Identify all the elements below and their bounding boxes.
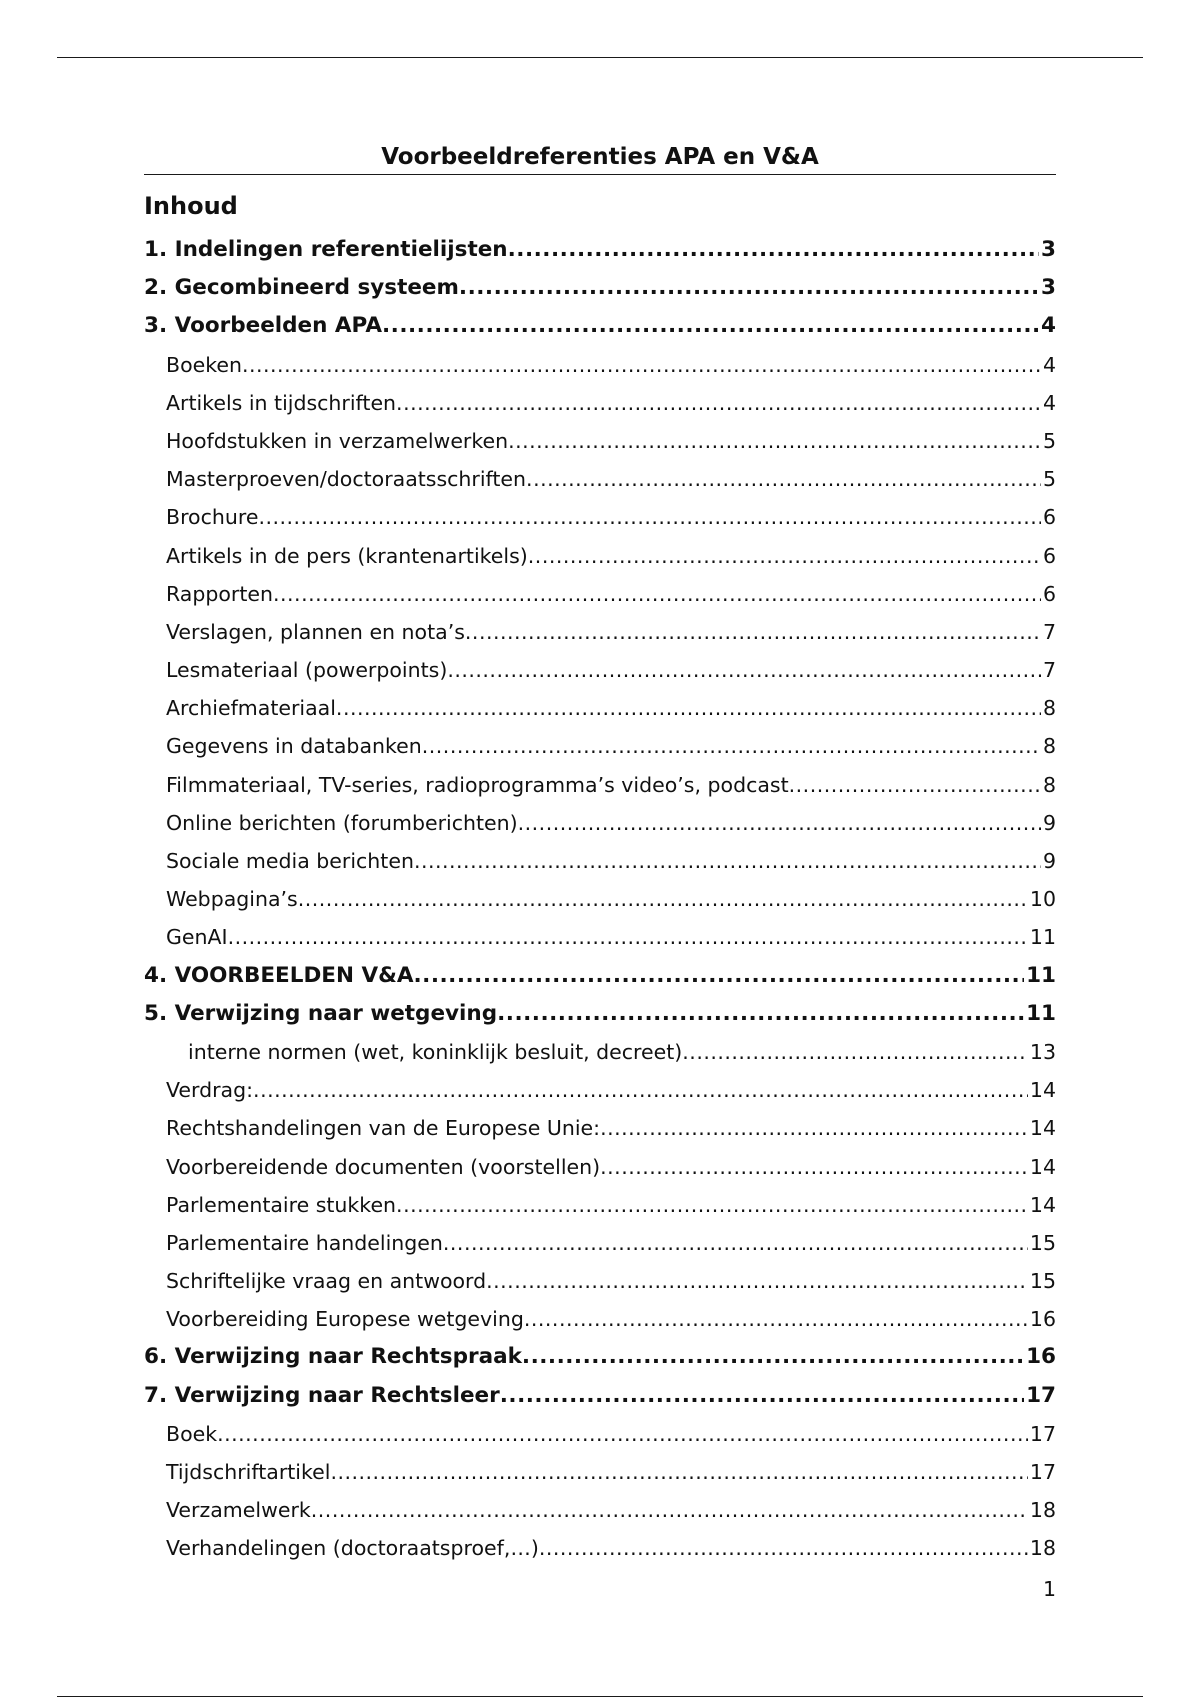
- toc-leader-dots: [330, 1453, 1027, 1491]
- toc-entry-page: 9: [1042, 810, 1056, 835]
- toc-entry-page: 17: [1026, 1382, 1056, 1408]
- toc-entry-page: 11: [1026, 962, 1056, 988]
- toc-entry-label: Parlementaire stukken: [166, 1192, 397, 1217]
- toc-entry[interactable]: [144, 1338, 1056, 1376]
- toc-leader-dots: [273, 575, 1041, 613]
- toc-entry-label: Schriftelijke vraag en antwoord: [166, 1269, 487, 1294]
- toc-entry[interactable]: [144, 537, 1056, 575]
- toc-entry-label: Lesmateriaal (powerpoints): [166, 658, 448, 683]
- toc-entry[interactable]: [144, 689, 1056, 727]
- toc-entry[interactable]: [144, 1453, 1056, 1491]
- toc-entry[interactable]: [144, 918, 1056, 956]
- toc-entry[interactable]: [144, 1071, 1056, 1109]
- toc-entry-label: Webpagina’s: [166, 887, 298, 912]
- toc-entry[interactable]: [144, 651, 1056, 689]
- toc-leader-dots: [524, 1300, 1028, 1338]
- toc-leader-dots: [443, 1224, 1028, 1262]
- toc-entry-label: GenAI: [166, 925, 228, 950]
- toc-entry-page: 14: [1029, 1078, 1056, 1103]
- toc-entry-page: 11: [1026, 1000, 1056, 1026]
- toc-entry-label: 7. Verwijzing naar Rechtsleer: [144, 1382, 500, 1408]
- toc-entry-label: interne normen (wet, koninklijk besluit, decreet): [188, 1039, 683, 1064]
- toc-entry-label: Gegevens in databanken: [166, 734, 422, 759]
- toc-leader-dots: [528, 537, 1041, 575]
- toc-leader-dots: [459, 269, 1039, 307]
- toc-entry[interactable]: [144, 1109, 1056, 1147]
- toc-entry-page: 6: [1042, 581, 1056, 606]
- toc-entry-page: 8: [1042, 734, 1056, 759]
- toc-entry-page: 15: [1029, 1230, 1056, 1255]
- toc-leader-dots: [600, 1148, 1028, 1186]
- toc-entry-label: Verzamelwerk: [166, 1498, 311, 1523]
- toc-entry[interactable]: [144, 1377, 1056, 1415]
- toc-entry[interactable]: [144, 384, 1056, 422]
- toc-entry-label: 1. Indelingen referentielijsten: [144, 237, 508, 262]
- toc-leader-dots: [414, 842, 1041, 880]
- toc-entry[interactable]: [144, 880, 1056, 918]
- toc-entry-label: 6. Verwijzing naar Rechtspraak: [144, 1344, 522, 1370]
- page-number: 1: [1042, 1577, 1056, 1601]
- toc-entry-label: Voorbereidende documenten (voorstellen): [166, 1154, 601, 1179]
- toc-leader-dots: [486, 1262, 1028, 1300]
- toc-entry-label: Artikels in de pers (krantenartikels): [166, 543, 528, 568]
- toc-entry-label: 2. Gecombineerd systeem: [144, 275, 459, 301]
- toc-entry[interactable]: [144, 1148, 1056, 1186]
- toc-entry[interactable]: [144, 766, 1056, 804]
- toc-entry-page: 4: [1042, 390, 1056, 415]
- toc-entry-page: 5: [1042, 467, 1056, 492]
- toc-entry-page: 4: [1041, 313, 1056, 339]
- toc-entry-page: 10: [1029, 887, 1056, 912]
- toc-entry[interactable]: [144, 575, 1056, 613]
- toc-entry[interactable]: [144, 727, 1056, 765]
- toc-entry-label: Verhandelingen (doctoraatsproef,…): [166, 1536, 539, 1561]
- toc-entry[interactable]: [144, 1300, 1056, 1338]
- toc-entry-page: 9: [1042, 849, 1056, 873]
- toc-leader-dots: [526, 460, 1041, 498]
- toc-entry[interactable]: [144, 1491, 1056, 1529]
- toc-entry-page: 3: [1041, 237, 1056, 262]
- toc-entry-page: 8: [1042, 772, 1056, 797]
- toc-leader-dots: [311, 1491, 1028, 1529]
- toc-entry[interactable]: [144, 842, 1056, 880]
- toc-entry-label: Tijdschriftartikel: [166, 1460, 331, 1484]
- toc-entry-page: 7: [1042, 658, 1056, 683]
- toc-entry[interactable]: [144, 498, 1056, 536]
- toc-entry-page: 13: [1029, 1039, 1056, 1064]
- toc-entry-page: 18: [1029, 1498, 1056, 1523]
- toc-entry-label: Boeken: [166, 352, 242, 377]
- toc-entry-page: 3: [1041, 275, 1056, 301]
- toc-entry[interactable]: [144, 422, 1056, 460]
- toc-leader-dots: [396, 384, 1041, 422]
- toc-entry-page: 16: [1026, 1344, 1056, 1370]
- toc-entry-label: Brochure: [166, 505, 259, 530]
- toc-leader-dots: [522, 1338, 1024, 1376]
- toc-entry[interactable]: [144, 1262, 1056, 1300]
- toc-leader-dots: [539, 1529, 1028, 1567]
- toc-entry-label: Archiefmateriaal: [166, 696, 336, 721]
- toc-entry[interactable]: [144, 307, 1056, 345]
- toc-leader-dots: [396, 1186, 1028, 1224]
- toc-entry[interactable]: [144, 1224, 1056, 1262]
- toc-leader-dots: [500, 1377, 1024, 1415]
- toc-entry-label: Voorbereiding Europese wetgeving: [166, 1307, 524, 1332]
- toc-entry-label: Sociale media berichten: [166, 849, 414, 873]
- toc-entry-label: 3. Voorbeelden APA: [144, 313, 382, 339]
- toc-entry-page: 6: [1042, 505, 1056, 530]
- page-top-rule: [57, 57, 1143, 58]
- toc-entry-page: 18: [1029, 1536, 1056, 1561]
- toc-entry[interactable]: [144, 995, 1056, 1033]
- toc-leader-dots: [242, 346, 1041, 384]
- toc-entry-page: 4: [1042, 352, 1056, 377]
- toc-entry-label: 5. Verwijzing naar wetgeving: [144, 1000, 498, 1026]
- toc-leader-dots: [508, 231, 1039, 269]
- toc-entry-page: 16: [1029, 1307, 1056, 1332]
- toc-leader-dots: [518, 804, 1041, 842]
- document-title: Voorbeeldreferenties APA en V&A: [144, 140, 1056, 175]
- toc-leader-dots: [217, 1415, 1028, 1453]
- toc-entry[interactable]: [144, 1529, 1056, 1567]
- toc-leader-dots: [508, 422, 1041, 460]
- toc-entry-page: 15: [1029, 1269, 1056, 1294]
- toc-entry-page: 14: [1029, 1192, 1056, 1217]
- toc-entry[interactable]: [144, 957, 1056, 995]
- page-bottom-rule: [57, 1696, 1143, 1697]
- toc-leader-dots: [465, 613, 1041, 651]
- toc-entry-label: Artikels in tijdschriften: [166, 390, 397, 415]
- toc-entry-page: 8: [1042, 696, 1056, 721]
- toc-entry-label: Rechtshandelingen van de Europese Unie:: [166, 1116, 601, 1141]
- toc-leader-dots: [228, 918, 1028, 956]
- toc-entry-page: 11: [1029, 925, 1056, 950]
- toc-entry[interactable]: [144, 231, 1056, 269]
- toc-entry-label: Hoofdstukken in verzamelwerken: [166, 428, 509, 453]
- toc-entry[interactable]: [144, 346, 1056, 384]
- toc-leader-dots: [298, 880, 1028, 918]
- document-body: [144, 140, 1056, 1568]
- toc-entry[interactable]: [144, 269, 1056, 307]
- toc-entry-label: Verdrag:: [166, 1078, 254, 1103]
- toc-entry[interactable]: [144, 804, 1056, 842]
- toc-entry[interactable]: [144, 1415, 1056, 1453]
- toc-entry-label: Parlementaire handelingen: [166, 1230, 443, 1255]
- toc-leader-dots: [600, 1109, 1028, 1147]
- toc-entry[interactable]: [144, 613, 1056, 651]
- toc-leader-dots: [382, 307, 1039, 345]
- toc-entry-page: 17: [1029, 1421, 1056, 1446]
- toc-entry-label: Masterproeven/doctoraatsschriften: [166, 467, 527, 492]
- toc-entry-page: 5: [1042, 428, 1056, 453]
- toc-leader-dots: [336, 689, 1041, 727]
- toc-leader-dots: [414, 957, 1025, 995]
- toc-entry-page: 14: [1029, 1154, 1056, 1179]
- toc-heading: Inhoud: [144, 192, 238, 220]
- toc-entry-label: Online berichten (forumberichten): [166, 810, 518, 835]
- toc-entry[interactable]: [144, 1033, 1056, 1071]
- table-of-contents: [144, 231, 1056, 1568]
- toc-entry-page: 17: [1029, 1460, 1056, 1484]
- toc-leader-dots: [253, 1071, 1028, 1109]
- toc-leader-dots: [447, 651, 1041, 689]
- toc-leader-dots: [258, 498, 1041, 536]
- toc-entry[interactable]: [144, 1186, 1056, 1224]
- toc-entry-page: 7: [1042, 619, 1056, 644]
- toc-leader-dots: [422, 727, 1041, 765]
- toc-entry-label: Filmmateriaal, TV-series, radioprogramma’s video’s, podcast: [166, 772, 789, 797]
- toc-leader-dots: [682, 1033, 1028, 1071]
- toc-entry-page: 14: [1029, 1116, 1056, 1141]
- toc-leader-dots: [497, 995, 1024, 1033]
- toc-entry-page: 6: [1042, 543, 1056, 568]
- toc-entry-label: Verslagen, plannen en nota’s: [166, 619, 465, 644]
- toc-leader-dots: [789, 766, 1041, 804]
- toc-entry-label: 4. VOORBEELDEN V&A: [144, 962, 414, 988]
- toc-entry-label: Rapporten: [166, 581, 273, 606]
- toc-entry[interactable]: [144, 460, 1056, 498]
- toc-entry-label: Boek: [166, 1421, 218, 1446]
